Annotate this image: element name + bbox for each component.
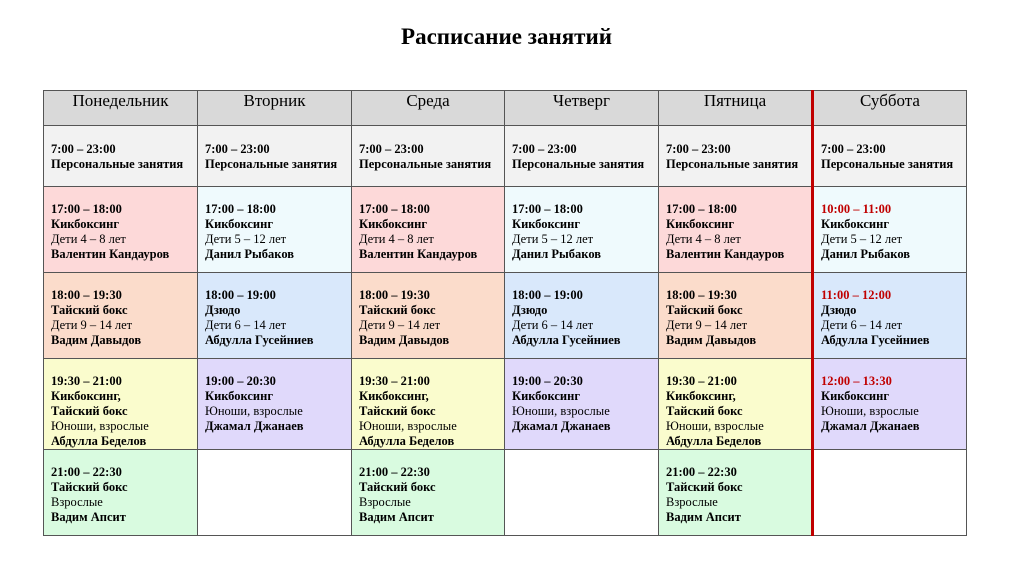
class-coach: Валентин Кандауров — [51, 247, 170, 261]
day-header-tuesday: Вторник — [198, 91, 352, 126]
class-time: 18:00 – 19:00 — [512, 288, 583, 302]
class-coach: Данил Рыбаков — [205, 247, 295, 261]
class-group: Юноши, взрослые — [821, 404, 919, 418]
schedule-cell — [352, 359, 505, 450]
schedule-cell — [659, 450, 813, 536]
schedule-cell — [44, 359, 198, 450]
class-coach: Вадим Давыдов — [51, 333, 142, 347]
schedule-cell — [44, 450, 198, 536]
class-time: 18:00 – 19:30 — [666, 288, 737, 302]
class-coach: Абдулла Гусейниев — [205, 333, 314, 347]
schedule-cell — [352, 273, 505, 359]
class-time: 19:30 – 21:00 — [666, 374, 737, 388]
class-time: 7:00 – 23:00 — [51, 142, 116, 156]
class-time: 18:00 – 19:30 — [51, 288, 122, 302]
class-name: Тайский бокс — [666, 303, 743, 317]
schedule-cell — [659, 273, 813, 359]
class-coach: Абдулла Беделов — [359, 434, 455, 448]
empty-cell — [813, 450, 967, 536]
class-coach: Вадим Апсит — [359, 510, 434, 524]
class-name: Персональные занятия — [205, 157, 338, 171]
class-name: Тайский бокс — [359, 480, 436, 494]
class-group: Дети 5 – 12 лет — [512, 232, 594, 246]
schedule-cell — [813, 187, 967, 273]
class-group: Юноши, взрослые — [359, 419, 457, 433]
class-coach: Вадим Давыдов — [666, 333, 757, 347]
class-group: Дети 9 – 14 лет — [666, 318, 748, 332]
class-name: Персональные занятия — [821, 157, 954, 171]
class-time: 19:30 – 21:00 — [51, 374, 122, 388]
class-time: 12:00 – 13:30 — [821, 374, 892, 388]
schedule-cell — [44, 126, 198, 187]
class-coach: Валентин Кандауров — [666, 247, 785, 261]
schedule-cell — [505, 126, 659, 187]
class-name: Тайский бокс — [51, 303, 128, 317]
schedule-cell — [659, 359, 813, 450]
class-time: 17:00 – 18:00 — [205, 202, 276, 216]
class-group: Дети 9 – 14 лет — [51, 318, 133, 332]
schedule-cell — [659, 187, 813, 273]
schedule-cell — [352, 450, 505, 536]
class-name: Персональные занятия — [51, 157, 184, 171]
class-name: Кикбоксинг — [666, 217, 735, 231]
class-name: Тайский бокс — [666, 480, 743, 494]
schedule-cell — [198, 126, 352, 187]
class-name: Дзюдо — [821, 303, 857, 317]
class-time: 7:00 – 23:00 — [666, 142, 731, 156]
schedule-cell — [198, 359, 352, 450]
class-time: 18:00 – 19:30 — [359, 288, 430, 302]
class-group: Дети 6 – 14 лет — [512, 318, 594, 332]
class-name: Персональные занятия — [512, 157, 645, 171]
class-coach: Джамал Джанаев — [821, 419, 920, 433]
class-time: 11:00 – 12:00 — [821, 288, 892, 302]
class-name: Кикбоксинг — [821, 217, 890, 231]
day-header-saturday: Суббота — [813, 91, 967, 126]
class-time: 21:00 – 22:30 — [51, 465, 122, 479]
class-name: Кикбоксинг — [359, 217, 428, 231]
class-time: 19:30 – 21:00 — [359, 374, 430, 388]
class-name: Кикбоксинг — [821, 389, 890, 403]
class-name-secondary: Тайский бокс — [51, 404, 128, 418]
class-coach: Вадим Апсит — [51, 510, 126, 524]
class-name: Персональные занятия — [666, 157, 799, 171]
class-name: Кикбоксинг — [205, 217, 274, 231]
class-group: Взрослые — [359, 495, 411, 509]
class-coach: Абдулла Гусейниев — [821, 333, 930, 347]
schedule-cell — [198, 187, 352, 273]
schedule-cell — [659, 126, 813, 187]
class-group: Взрослые — [666, 495, 718, 509]
class-name: Кикбоксинг — [51, 217, 120, 231]
class-time: 7:00 – 23:00 — [205, 142, 270, 156]
class-group: Юноши, взрослые — [512, 404, 610, 418]
class-time: 7:00 – 23:00 — [359, 142, 424, 156]
class-coach: Вадим Апсит — [666, 510, 741, 524]
class-group: Дети 9 – 14 лет — [359, 318, 441, 332]
schedule-cell — [352, 126, 505, 187]
class-name: Кикбоксинг — [205, 389, 274, 403]
table-row — [44, 450, 967, 536]
class-time: 19:00 – 20:30 — [205, 374, 276, 388]
class-time: 17:00 – 18:00 — [666, 202, 737, 216]
class-group: Юноши, взрослые — [51, 419, 149, 433]
page-title: Расписание занятий — [401, 24, 612, 49]
class-name-secondary: Тайский бокс — [359, 404, 436, 418]
empty-cell — [505, 450, 659, 536]
class-name: Тайский бокс — [51, 480, 128, 494]
class-name: Дзюдо — [512, 303, 548, 317]
class-coach: Джамал Джанаев — [512, 419, 611, 433]
day-header-thursday: Четверг — [505, 91, 659, 126]
class-time: 17:00 – 18:00 — [512, 202, 583, 216]
class-time: 19:00 – 20:30 — [512, 374, 583, 388]
class-name-secondary: Тайский бокс — [666, 404, 743, 418]
class-coach: Вадим Давыдов — [359, 333, 450, 347]
day-header-wednesday: Среда — [352, 91, 505, 126]
class-name: Персональные занятия — [359, 157, 492, 171]
day-header-monday: Понедельник — [44, 91, 198, 126]
schedule-cell — [505, 359, 659, 450]
empty-cell — [198, 450, 352, 536]
class-time: 18:00 – 19:00 — [205, 288, 276, 302]
class-coach: Абдулла Беделов — [666, 434, 762, 448]
class-group: Дети 5 – 12 лет — [821, 232, 903, 246]
class-group: Юноши, взрослые — [205, 404, 303, 418]
class-time: 7:00 – 23:00 — [512, 142, 577, 156]
class-time: 21:00 – 22:30 — [666, 465, 737, 479]
schedule-cell — [813, 273, 967, 359]
schedule-cell — [813, 359, 967, 450]
schedule-cell — [44, 187, 198, 273]
schedule-table — [43, 90, 967, 536]
class-coach: Валентин Кандауров — [359, 247, 478, 261]
schedule-cell — [198, 273, 352, 359]
schedule-cell — [813, 126, 967, 187]
class-coach: Джамал Джанаев — [205, 419, 304, 433]
class-group: Дети 4 – 8 лет — [666, 232, 741, 246]
class-group: Дети 4 – 8 лет — [51, 232, 126, 246]
class-time: 17:00 – 18:00 — [51, 202, 122, 216]
class-name: Тайский бокс — [359, 303, 436, 317]
class-group: Дети 5 – 12 лет — [205, 232, 287, 246]
class-group: Дети 6 – 14 лет — [205, 318, 287, 332]
header-row — [44, 91, 967, 126]
class-coach: Абдулла Беделов — [51, 434, 147, 448]
class-coach: Данил Рыбаков — [821, 247, 911, 261]
class-name: Кикбоксинг, — [666, 389, 736, 403]
schedule-cell — [505, 273, 659, 359]
class-time: 7:00 – 23:00 — [821, 142, 886, 156]
table-row — [44, 359, 967, 450]
class-coach: Данил Рыбаков — [512, 247, 602, 261]
table-row — [44, 273, 967, 359]
class-name: Кикбоксинг — [512, 217, 581, 231]
class-time: 17:00 – 18:00 — [359, 202, 430, 216]
day-header-friday: Пятница — [659, 91, 813, 126]
class-name: Кикбоксинг, — [51, 389, 121, 403]
class-name: Кикбоксинг, — [359, 389, 429, 403]
class-time: 10:00 – 11:00 — [821, 202, 892, 216]
schedule-cell — [44, 273, 198, 359]
class-coach: Абдулла Гусейниев — [512, 333, 621, 347]
table-row — [44, 126, 967, 187]
table-row — [44, 187, 967, 273]
class-name: Кикбоксинг — [512, 389, 581, 403]
schedule-cell — [352, 187, 505, 273]
class-group: Дети 4 – 8 лет — [359, 232, 434, 246]
schedule-cell — [505, 187, 659, 273]
class-group: Взрослые — [51, 495, 103, 509]
class-name: Дзюдо — [205, 303, 241, 317]
class-group: Дети 6 – 14 лет — [821, 318, 903, 332]
class-time: 21:00 – 22:30 — [359, 465, 430, 479]
class-group: Юноши, взрослые — [666, 419, 764, 433]
